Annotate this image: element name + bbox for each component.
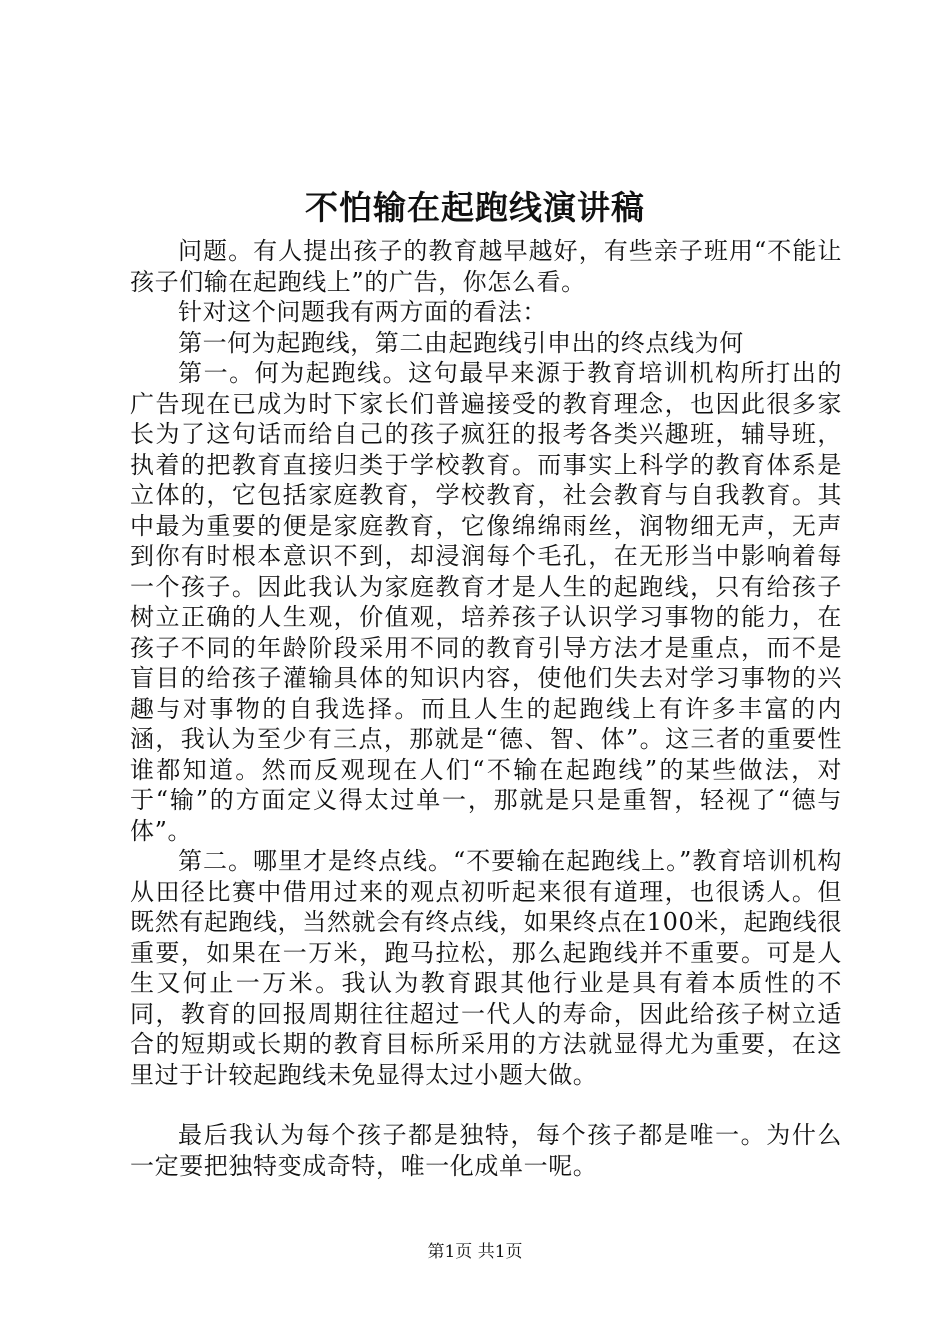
page-number: 第1页 共1页 xyxy=(427,1242,523,1262)
document-body xyxy=(130,236,842,1181)
paragraph-intro: 针对这个问题我有两方面的看法： xyxy=(178,298,547,326)
document-title: 不怕输在起跑线演讲稿 xyxy=(305,188,645,227)
paragraph-question: 问题。有人提出孩子的教育越早越好，有些亲子班用“不能让孩子们输在起跑线上”的广告，你怎么看。 xyxy=(130,237,842,296)
paragraph-first-point: 第一。何为起跑线。这句最早来源于教育培训机构所打出的广告现在已成为时下家长们普遍接受的教育理念，也因此很多家长为了这句话而给自己的孩子疯狂的报考各类兴趣班，辅导班，执着的把教育直接归类于学校教育。而事实上科学的教育体系是立体的，它包括家庭教育，学校教育，社会教育与自我教育。其中最为重要的便是家庭教育，它像绵绵雨丝，润物细无声，无声到你有时根本意识不到，却浸润每个毛孔，在无形当中影响着每一个孩子。因此我认为家庭教育才是人生的起跑线，只有给孩子树立正确的人生观，价值观，培养孩子认识学习事物的能力，在孩子不同的年龄阶段采用不同的教育引导方法才是重点，而不是盲目的给孩子灌输具体的知识内容，使他们失去对学习事物的兴趣与对事物的自我选择。而且人生的起跑线上有许多丰富的内涵，我认为至少有三点，那就是“德、智、体”。这三者的重要性谁都知道。然而反观现在人们“不输在起跑线”的某些做法，对于“输”的方面定义得太过单一，那就是只是重智，轻视了“德与体”。 xyxy=(130,359,842,845)
paragraph-outline: 第一何为起跑线，第二由起跑线引申出的终点线为何 xyxy=(178,328,744,357)
paragraph-conclusion: 最后我认为每个孩子都是独特，每个孩子都是唯一。为什么一定要把独特变成奇特，唯一化成单一呢。 xyxy=(130,1121,842,1180)
paragraph-second-point: 第二。哪里才是终点线。“不要输在起跑线上。”教育培训机构从田径比赛中借用过来的观点初听起来很有道理，也很诱人。但既然有起跑线，当然就会有终点线，如果终点在100米，起跑线很重要，如果在一万米，跑马拉松，那么起跑线并不重要。可是人生又何止一万米。我认为教育跟其他行业是具有着本质性的不同，教育的回报周期往往超过一代人的寿命，因此给孩子树立适合的短期或长期的教育目标所采用的方法就显得尤为重要，在这里过于计较起跑线未免显得太过小题大做。 xyxy=(130,847,842,1089)
